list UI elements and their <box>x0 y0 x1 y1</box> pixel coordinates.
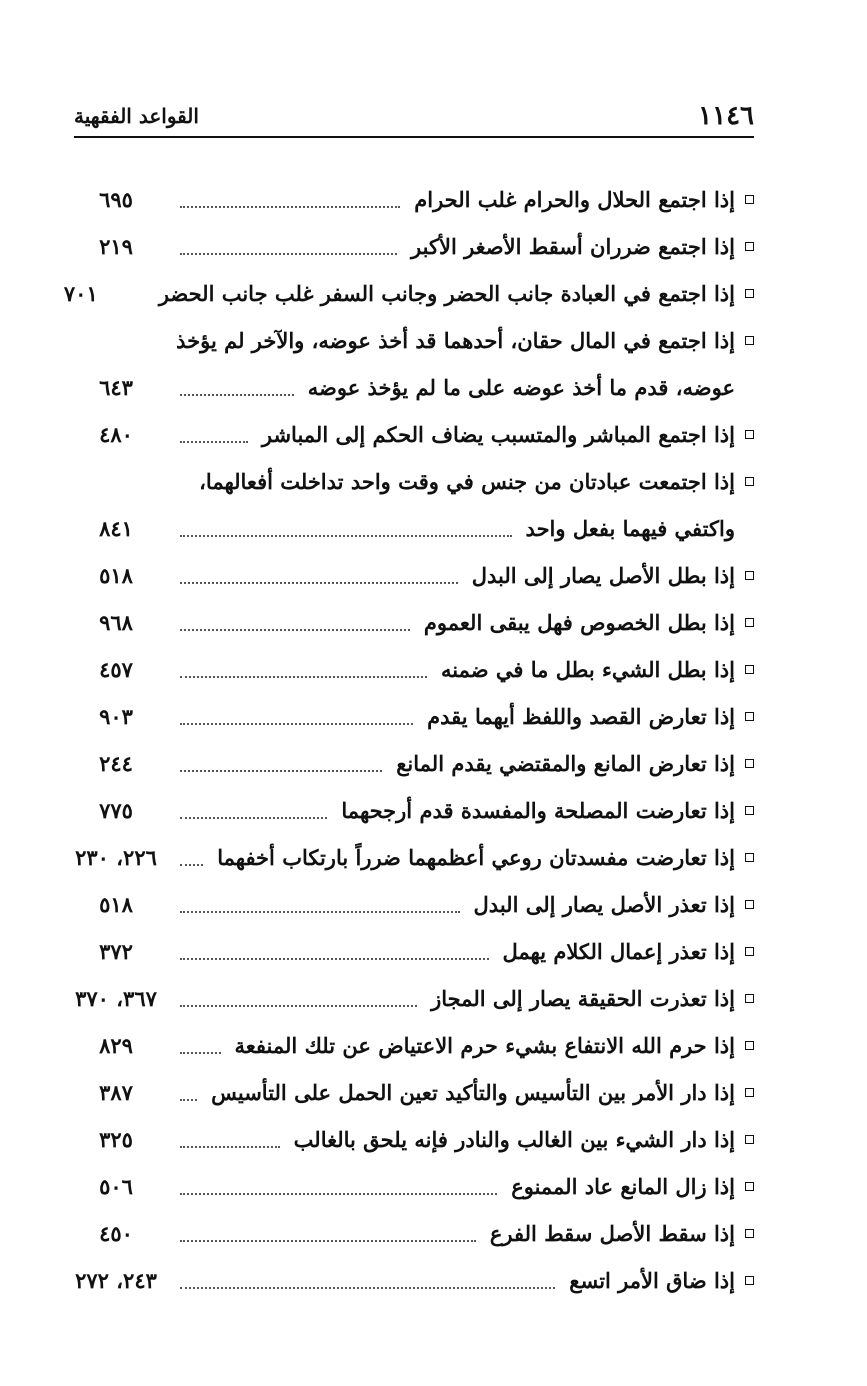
entry-pages: ٣٨٧ <box>99 1080 133 1105</box>
entry-text-line-2: عوضه، قدم ما أخذ عوضه على ما لم يؤخذ عوضه <box>307 375 735 400</box>
entry-text: إذا بطل الأصل يصار إلى البدل <box>471 563 735 588</box>
index-entry <box>66 1210 766 1257</box>
square-bullet-icon <box>745 853 754 862</box>
entry-pages: ٣٦٧، ٣٧٠ <box>75 986 157 1011</box>
index-entry <box>66 881 766 928</box>
square-bullet-icon <box>745 994 754 1003</box>
entry-text: إذا تعذرت الحقيقة يصار إلى المجاز <box>431 986 735 1011</box>
entry-pages: ٤٨٠ <box>99 422 133 447</box>
square-bullet-icon <box>745 1182 754 1191</box>
entry-text: إذا اجتمع ضرران أسقط الأصغر الأكبر <box>411 234 735 259</box>
square-bullet-icon <box>745 1135 754 1144</box>
index-entry <box>66 411 766 458</box>
entry-pages: ٨٤١ <box>99 516 133 541</box>
leader-dots <box>180 204 400 208</box>
entry-text-line-2: واكتفي فيهما بفعل واحد <box>525 516 735 541</box>
leader-dots <box>180 533 512 537</box>
entry-pages: ٦٤٣ <box>99 375 133 400</box>
leader-dots <box>180 1238 476 1242</box>
entry-text: إذا تعذر الأصل يصار إلى البدل <box>473 892 735 917</box>
leader-dots <box>180 721 413 725</box>
index-entry <box>66 552 766 599</box>
square-bullet-icon <box>745 336 754 345</box>
entry-text: إذا سقط الأصل سقط الفرع <box>489 1221 735 1246</box>
entry-text-line-1: إذا اجتمعت عبادتان من جنس في وقت واحد تداخلت أفعالهما، <box>199 469 735 494</box>
entry-text: إذا دار الأمر بين التأسيس والتأكيد تعين الحمل على التأسيس <box>211 1080 735 1105</box>
index-entry <box>66 787 766 834</box>
book-title: القواعد الفقهية <box>74 104 199 128</box>
index-entry <box>66 1163 766 1210</box>
entry-pages: ٨٢٩ <box>99 1033 133 1058</box>
index-list <box>63 176 766 1304</box>
entry-pages: ٣٧٢ <box>99 939 133 964</box>
entry-text: إذا تعارضت مفسدتان روعي أعظمهما ضرراً بارتكاب أخفهما <box>217 845 735 870</box>
index-entry <box>66 646 766 693</box>
square-bullet-icon <box>745 806 754 815</box>
entry-pages: ٧٧٥ <box>99 798 133 823</box>
square-bullet-icon <box>745 195 754 204</box>
entry-pages: ٩٠٣ <box>99 704 133 729</box>
leader-dots <box>180 1097 197 1101</box>
entry-pages: ٦٩٥ <box>99 187 133 212</box>
entry-pages: ٥٠٦ <box>99 1174 133 1199</box>
index-entry <box>66 599 766 646</box>
leader-dots <box>180 392 294 396</box>
entry-pages: ٧٠١ <box>63 281 98 306</box>
square-bullet-icon <box>745 665 754 674</box>
entry-text: إذا ضاق الأمر اتسع <box>569 1268 735 1293</box>
square-bullet-icon <box>745 571 754 580</box>
index-entry <box>66 693 766 740</box>
square-bullet-icon <box>745 1276 754 1285</box>
entry-text: إذا اجتمع في العبادة جانب الحضر وجانب السفر غلب جانب الحضر <box>158 281 735 306</box>
entry-text: إذا تعارضت المصلحة والمفسدة قدم أرجحهما <box>341 798 735 823</box>
square-bullet-icon <box>745 1229 754 1238</box>
leader-dots <box>180 1191 497 1195</box>
entry-text: إذا اجتمع المباشر والمتسبب يضاف الحكم إلى المباشر <box>261 422 735 447</box>
leader-dots <box>180 439 248 443</box>
leader-dots <box>180 1003 417 1007</box>
index-entry <box>66 1116 766 1163</box>
entry-pages: ٢١٩ <box>99 234 133 259</box>
entry-text: إذا تعارض المانع والمقتضي يقدم المانع <box>396 751 735 776</box>
index-entry <box>66 1022 766 1069</box>
leader-dots <box>180 956 489 960</box>
index-entry <box>66 928 766 975</box>
entry-text: إذا دار الشيء بين الغالب والنادر فإنه يلحق بالغالب <box>293 1127 735 1152</box>
square-bullet-icon <box>745 1041 754 1050</box>
leader-dots <box>180 1285 555 1289</box>
entry-text-line-1: إذا اجتمع في المال حقان، أحدهما قد أخذ عوضه، والآخر لم يؤخذ <box>176 328 735 353</box>
entry-pages: ٥١٨ <box>99 892 133 917</box>
index-entry <box>66 1257 766 1304</box>
leader-dots <box>180 909 460 913</box>
entry-text: إذا حرم الله الانتفاع بشيء حرم الاعتياض عن تلك المنفعة <box>234 1033 735 1058</box>
square-bullet-icon <box>745 618 754 627</box>
entry-pages: ٢٤٤ <box>99 751 133 776</box>
index-entry <box>66 176 766 223</box>
index-entry <box>66 1069 766 1116</box>
leader-dots <box>180 1050 221 1054</box>
leader-dots <box>180 674 427 678</box>
index-entry <box>66 317 766 411</box>
index-entry <box>66 458 766 552</box>
entry-pages: ٣٢٥ <box>99 1127 133 1152</box>
square-bullet-icon <box>745 759 754 768</box>
square-bullet-icon <box>745 900 754 909</box>
entry-text: إذا تعارض القصد واللفظ أيهما يقدم <box>427 704 735 729</box>
leader-dots <box>180 251 397 255</box>
leader-dots <box>180 580 458 584</box>
index-entry <box>63 270 766 317</box>
index-entry <box>66 834 766 881</box>
square-bullet-icon <box>745 430 754 439</box>
square-bullet-icon <box>745 477 754 486</box>
index-entry <box>66 975 766 1022</box>
entry-text: إذا زال المانع عاد الممنوع <box>511 1174 735 1199</box>
square-bullet-icon <box>745 289 754 298</box>
entry-text: إذا اجتمع الحلال والحرام غلب الحرام <box>414 187 735 212</box>
page-number: ١١٤٦ <box>698 101 754 131</box>
entry-pages: ٩٦٨ <box>99 610 133 635</box>
entry-pages: ٤٥٧ <box>99 657 133 682</box>
entry-pages: ٢٤٣، ٢٧٢ <box>75 1268 157 1293</box>
entry-text: إذا تعذر إعمال الكلام يهمل <box>502 939 735 964</box>
index-entry <box>66 740 766 787</box>
entry-text: إذا بطل الشيء بطل ما في ضمنه <box>441 657 735 682</box>
leader-dots <box>180 627 410 631</box>
index-entry <box>66 223 766 270</box>
entry-pages: ٤٥٠ <box>99 1221 133 1246</box>
square-bullet-icon <box>745 947 754 956</box>
page-header <box>74 96 754 138</box>
leader-dots <box>180 862 203 866</box>
square-bullet-icon <box>745 1088 754 1097</box>
square-bullet-icon <box>745 242 754 251</box>
entry-pages: ٥١٨ <box>99 563 133 588</box>
leader-dots <box>180 768 382 772</box>
square-bullet-icon <box>745 712 754 721</box>
entry-text: إذا بطل الخصوص فهل يبقى العموم <box>423 610 735 635</box>
leader-dots <box>180 815 327 819</box>
leader-dots <box>180 1144 280 1148</box>
entry-pages: ٢٢٦، ٢٣٠ <box>75 845 157 870</box>
